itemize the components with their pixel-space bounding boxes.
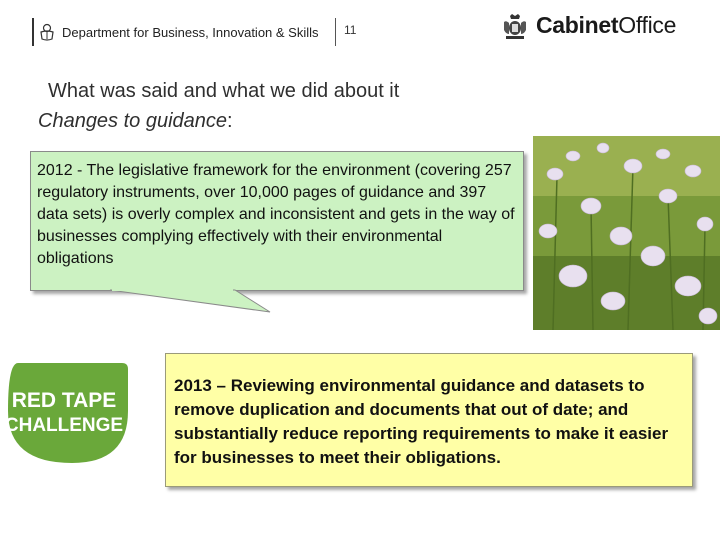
meadow-flowers-photo <box>533 136 720 330</box>
slide-title: What was said and what we did about it <box>48 80 400 102</box>
red-tape-logo-line1: RED TAPE <box>11 389 117 412</box>
slide-header <box>0 0 720 60</box>
callout-2012: 2012 - The legislative framework for the environment (covering 257 regulatory instruments, over 10,000 pages of guidance and 397 data sets) is overly complex and inconsistent and gets in the way of businesses complying effectively with their environmental obligations <box>30 151 524 291</box>
slide-subtitle: Changes to guidance: <box>38 110 233 132</box>
bis-crest-icon <box>38 22 56 42</box>
bis-divider-bar <box>32 18 34 46</box>
red-tape-logo-line2: CHALLENGE <box>4 415 124 436</box>
page-number: 11 <box>344 23 357 37</box>
red-tape-challenge-logo <box>0 355 130 467</box>
callout-2013: 2013 – Reviewing environmental guidance and datasets to remove duplication and documents that out of date; and substantially reduce reporting requirements to make it easier for businesses to meet their obligations. <box>165 353 693 487</box>
royal-crest-icon <box>500 12 530 42</box>
header-separator <box>335 18 336 46</box>
department-name: Department for Business, Innovation & Skills <box>62 25 319 40</box>
cabinet-office-logo: CabinetOffice <box>536 12 677 38</box>
